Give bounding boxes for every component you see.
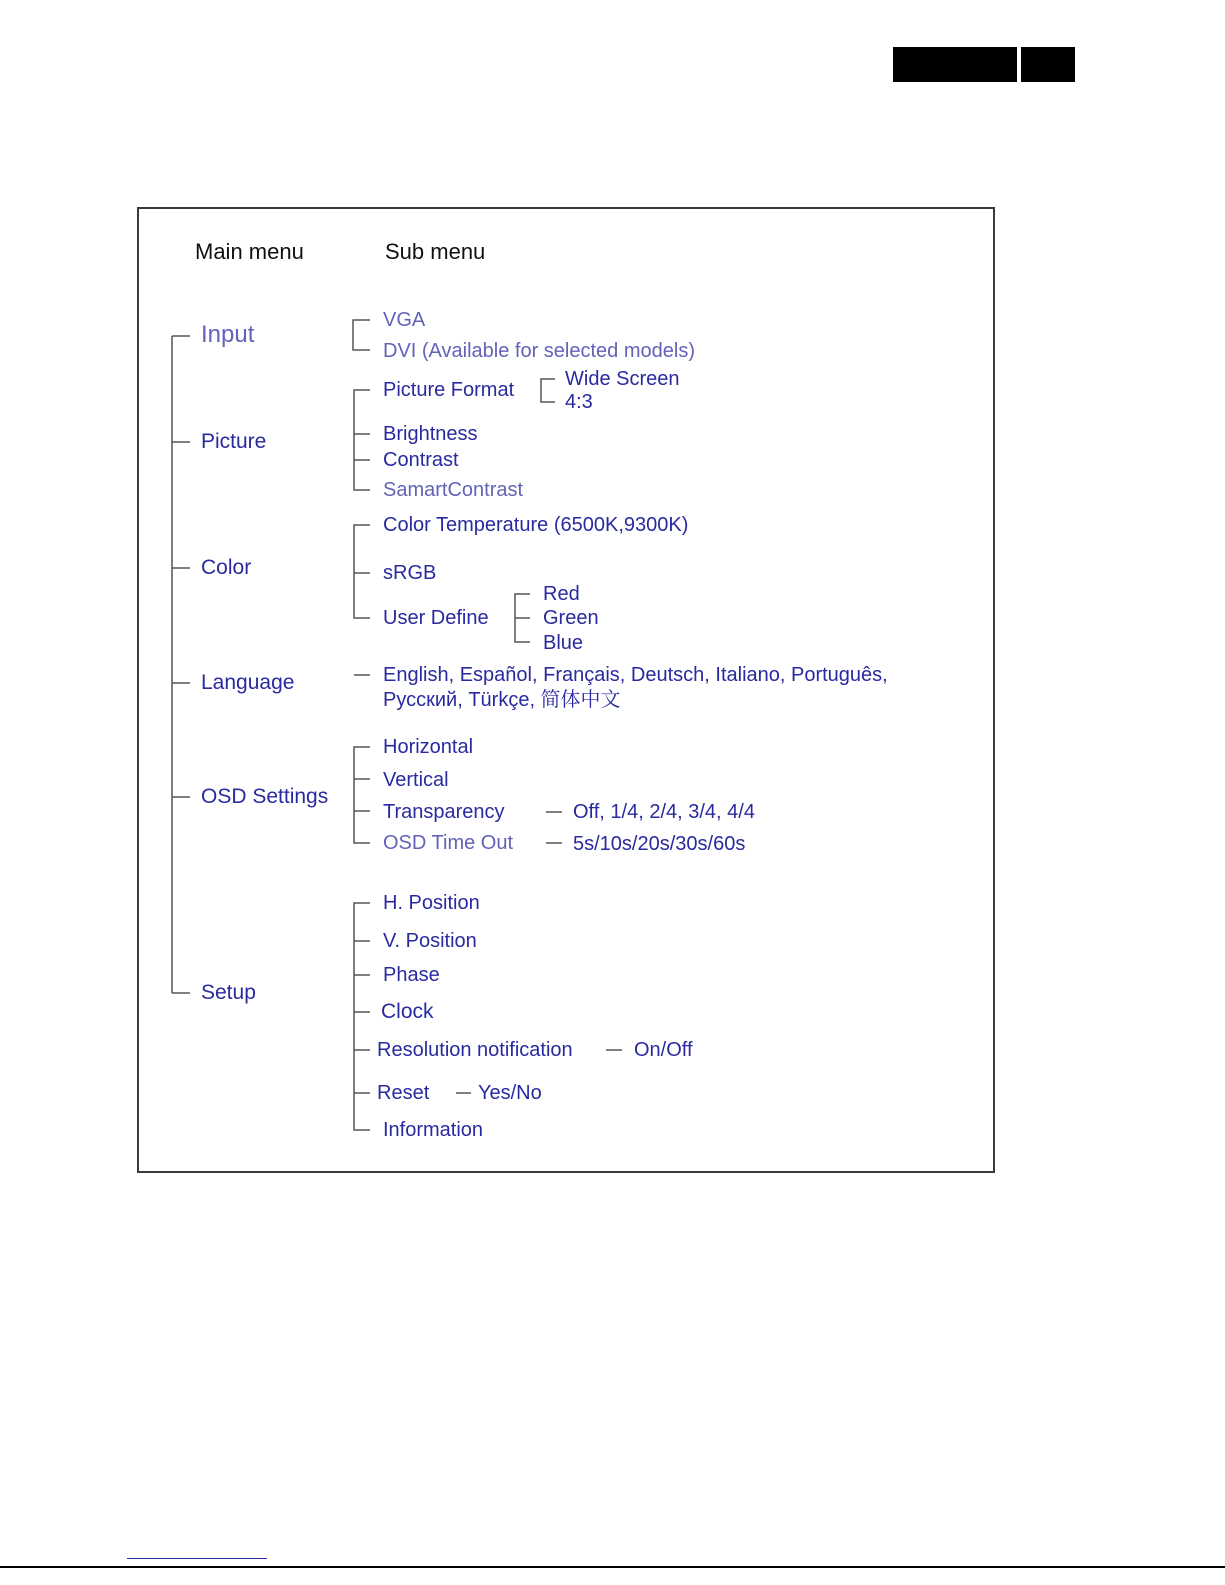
sub-item-user-define: User Define xyxy=(383,607,489,629)
sub-item-osd-time-out: OSD Time Out xyxy=(383,832,514,854)
language-list-line1: English, Español, Français, Deutsch, Italiano, Português, xyxy=(383,664,888,686)
sub-item-horizontal: Horizontal xyxy=(383,736,474,758)
reset-value: Yes/No xyxy=(478,1082,542,1104)
sub-item-reset: Reset xyxy=(377,1082,430,1104)
sub-item-v-position: V. Position xyxy=(383,930,477,952)
sub-item-dvi: DVI (Available for selected models) xyxy=(383,340,695,362)
sub-item-srgb: sRGB xyxy=(383,562,437,584)
option-blue: Blue xyxy=(543,632,584,654)
osd-time-out-values: 5s/10s/20s/30s/60s xyxy=(573,833,746,855)
option-4-3: 4:3 xyxy=(565,391,593,413)
footer-link-underline xyxy=(127,1558,267,1559)
main-item-picture: Picture xyxy=(201,430,267,453)
sub-item-h-position: H. Position xyxy=(383,892,480,914)
sub-item-vertical: Vertical xyxy=(383,769,449,791)
sub-menu-header: Sub menu xyxy=(385,239,486,264)
main-item-language: Language xyxy=(201,671,295,694)
transparency-values: Off, 1/4, 2/4, 3/4, 4/4 xyxy=(573,801,755,823)
sub-item-color-temperature: Color Temperature (6500K,9300K) xyxy=(383,514,689,536)
sub-item-smartcontrast: SamartContrast xyxy=(383,479,524,501)
option-green: Green xyxy=(543,607,599,629)
sub-item-transparency: Transparency xyxy=(383,801,505,823)
sub-item-brightness: Brightness xyxy=(383,423,478,445)
main-item-osd-settings: OSD Settings xyxy=(201,785,329,808)
main-item-color: Color xyxy=(201,556,252,579)
main-item-setup: Setup xyxy=(201,981,256,1004)
language-list-line2: Русский, Türkçe, 简体中文 xyxy=(383,689,621,711)
option-red: Red xyxy=(543,583,580,605)
main-item-input: Input xyxy=(201,321,255,348)
sub-item-vga: VGA xyxy=(383,309,426,331)
main-menu-header: Main menu xyxy=(195,239,304,264)
sub-item-contrast: Contrast xyxy=(383,449,459,471)
sub-item-clock: Clock xyxy=(381,1000,434,1023)
page-bottom-rule xyxy=(0,1566,1225,1568)
sub-item-information: Information xyxy=(383,1119,484,1141)
sub-item-picture-format: Picture Format xyxy=(383,379,515,401)
sub-item-phase: Phase xyxy=(383,964,440,986)
sub-item-resolution-notification: Resolution notification xyxy=(377,1039,573,1061)
resolution-notification-value: On/Off xyxy=(634,1039,693,1061)
option-wide-screen: Wide Screen xyxy=(565,368,680,390)
